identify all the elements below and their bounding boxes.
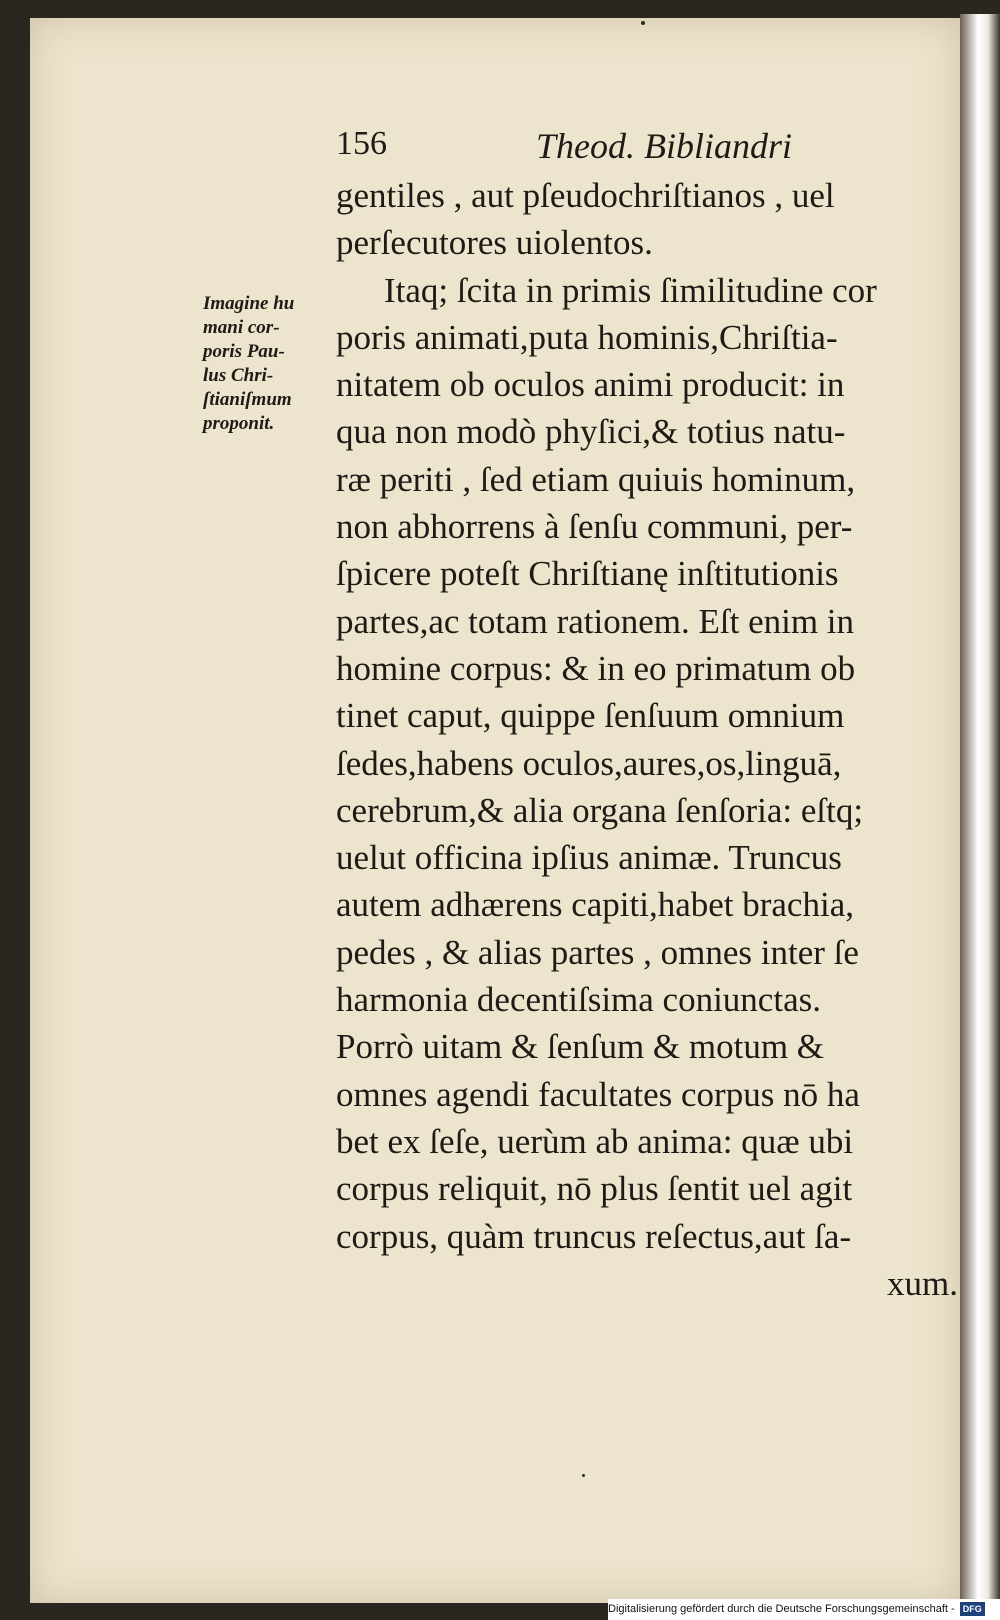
digitization-credit xyxy=(608,1599,1000,1620)
running-title: Theod. Bibliandri xyxy=(536,126,793,166)
text-line: ſpicere poteſt Chriſtianę inſtitutionis xyxy=(336,554,839,594)
text-line: tinet caput, quippe ſenſuum omnium xyxy=(336,696,845,736)
text-line: corpus reliquit, nō plus ſentit uel agit xyxy=(336,1169,853,1209)
text-line: perſecutores uiolentos. xyxy=(336,223,653,263)
text-line: cerebrum,& alia organa ſenſoria: eſtq; xyxy=(336,790,864,830)
text-line: partes,ac totam rationem. Eſt enim in xyxy=(336,601,855,641)
margin-note-line: ſtianiſmum xyxy=(203,389,292,410)
text-line: ræ periti , ſed etiam quiuis hominum, xyxy=(336,459,856,499)
text-line: ſedes,habens oculos,aures,os,linguā, xyxy=(336,743,842,783)
running-header xyxy=(336,125,856,175)
ink-speck xyxy=(641,21,645,25)
text-line: corpus, quàm truncus reſectus,aut ſa- xyxy=(336,1216,852,1256)
text-line: Porrò uitam & ſenſum & motum & xyxy=(336,1027,825,1067)
text-line: homine corpus: & in eo primatum ob xyxy=(336,648,856,688)
credit-text: Digitalisierung gefördert durch die Deutsche Forschungsgemeinschaft - xyxy=(608,1603,955,1615)
margin-note-line: proponit. xyxy=(203,413,275,434)
text-line: nitatem ob oculos animi producit: in xyxy=(336,365,845,405)
text-line: autem adhærens capiti,habet brachia, xyxy=(336,885,854,925)
margin-note-line: lus Chri- xyxy=(203,365,274,386)
text-line: non abhorrens à ſenſu communi, per- xyxy=(336,507,853,547)
body-text xyxy=(336,172,968,1307)
text-line: qua non modò phyſici,& totius natu- xyxy=(336,412,846,452)
text-line: gentiles , aut pſeudochriſtianos , uel xyxy=(336,176,835,215)
catchword: xum. xyxy=(887,1263,958,1303)
text-line: bet ex ſeſe, uerùm ab anima: quæ ubi xyxy=(336,1121,854,1161)
margin-note xyxy=(203,292,338,436)
text-line: omnes agendi facultates corpus nō ha xyxy=(336,1074,860,1114)
text-line: uelut officina ipſius animæ. Truncus xyxy=(336,838,842,878)
text-line: poris animati,puta hominis,Chriſtia- xyxy=(336,317,838,357)
text-line: Itaq; ſcita in primis ſimilitudine cor xyxy=(384,270,877,310)
page-number: 156 xyxy=(336,125,387,162)
text-line: harmonia decentiſsima coniunctas. xyxy=(336,980,821,1020)
ink-speck xyxy=(582,1474,585,1477)
margin-note-line: poris Pau- xyxy=(203,341,285,362)
text-line: pedes , & alias partes , omnes inter ſe xyxy=(336,932,859,972)
margin-note-line: Imagine hu xyxy=(203,293,295,314)
dfg-logo: DFG xyxy=(960,1602,985,1616)
margin-note-line: mani cor- xyxy=(203,317,280,338)
